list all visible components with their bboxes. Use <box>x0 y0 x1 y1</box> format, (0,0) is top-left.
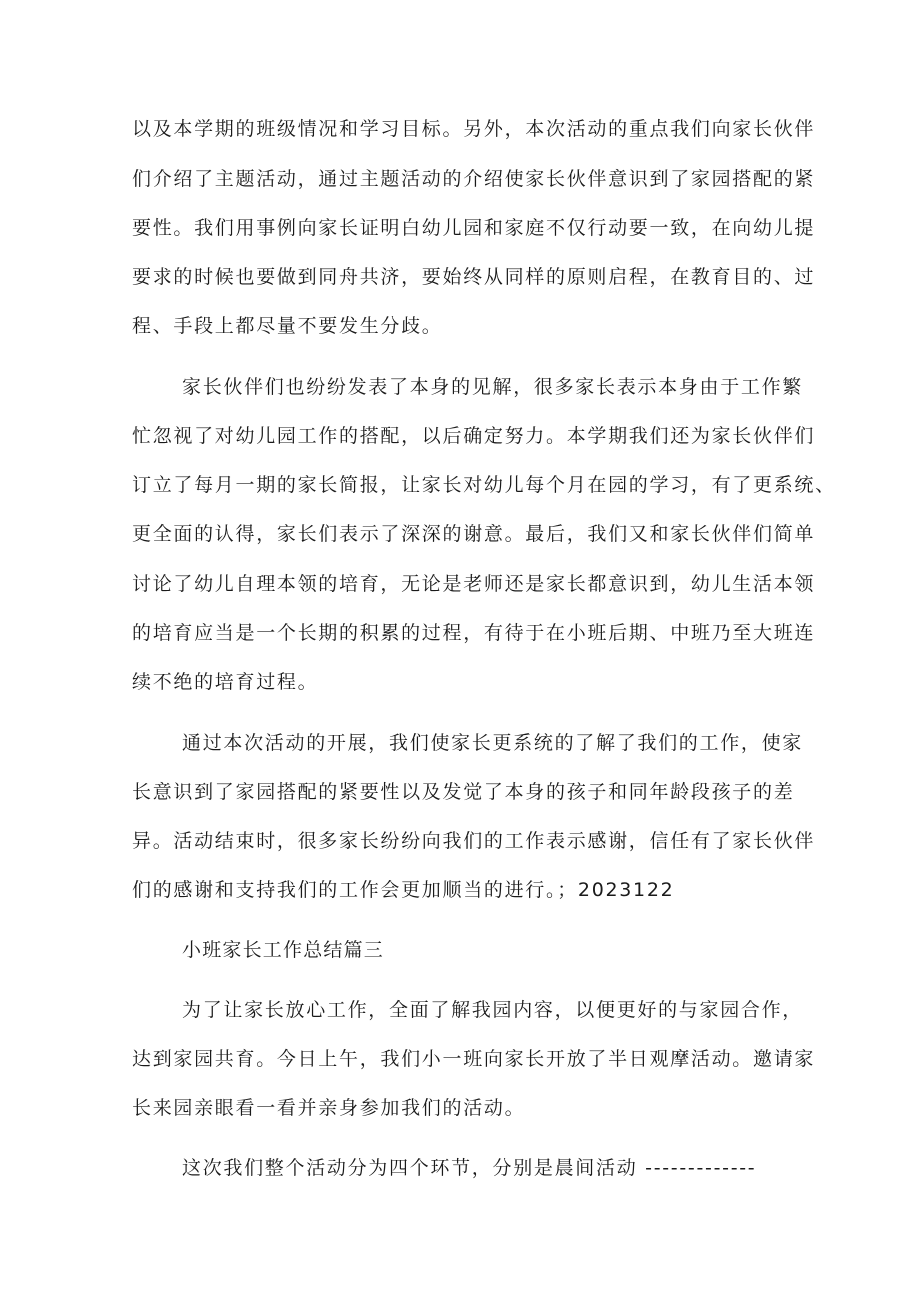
paragraph-2-line-6: 的培育应当是一个长期的积累的过程，有待于在小班后期、中班乃至大班连 <box>132 622 816 644</box>
paragraph-3-line-4: 们的感谢和支持我们的工作会更加顺当的进行。；2023122 <box>132 879 675 901</box>
paragraph-4-line-2: 达到家园共育。今日上午，我们小一班向家长开放了半日观摩活动。邀请家 <box>132 1048 816 1070</box>
paragraph-4-line-1: 为了让家长放心工作，全面了解我园内容，以便更好的与家园合作， <box>182 999 804 1021</box>
paragraph-5-line-1: 这次我们整个活动分为四个环节，分别是晨间活动 ------------- <box>182 1157 757 1179</box>
paragraph-3-line-1: 通过本次活动的开展，我们使家长更系统的了解了我们的工作，使家 <box>182 732 804 754</box>
paragraph-2-line-4: 更全面的认得，家长们表示了深深的谢意。最后，我们又和家长伙伴们简单 <box>132 523 816 545</box>
paragraph-1-line-2: 们介绍了主题活动，通过主题活动的介绍使家长伙伴意识到了家园搭配的紧 <box>132 168 816 190</box>
paragraph-2-line-2: 忙忽视了对幼儿园工作的搭配，以后确定努力。本学期我们还为家长伙伴们 <box>132 425 816 447</box>
section-heading: 小班家长工作总结篇三 <box>182 939 385 961</box>
paragraph-1-line-4: 要求的时候也要做到同舟共济，要始终从同样的原则启程，在教育目的、过 <box>132 266 816 288</box>
paragraph-1-line-1: 以及本学期的班级情况和学习目标。另外，本次活动的重点我们向家长伙伴 <box>132 118 816 140</box>
paragraph-4-line-3: 长来园亲眼看一看并亲身参加我们的活动。 <box>132 1097 526 1119</box>
paragraph-2-line-7: 续不绝的培育过程。 <box>132 671 319 693</box>
paragraph-3-line-2: 长意识到了家园搭配的紧要性以及发觉了本身的孩子和同年龄段孩子的差 <box>132 781 795 803</box>
paragraph-3-line-3: 异。活动结束时，很多家长纷纷向我们的工作表示感谢，信任有了家长伙伴 <box>132 830 816 852</box>
paragraph-2-line-5: 讨论了幼儿自理本领的培育，无论是老师还是家长都意识到，幼儿生活本领 <box>132 573 816 595</box>
paragraph-2-line-3: 订立了每月一期的家长简报，让家长对幼儿每个月在园的学习，有了更系统、 <box>132 474 836 496</box>
paragraph-1-line-3: 要性。我们用事例向家长证明白幼儿园和家庭不仅行动要一致，在向幼儿提 <box>132 217 816 239</box>
paragraph-2-line-1: 家长伙伴们也纷纷发表了本身的见解，很多家长表示本身由于工作繁 <box>182 376 804 398</box>
paragraph-1-line-5: 程、手段上都尽量不要发生分歧。 <box>132 315 443 337</box>
